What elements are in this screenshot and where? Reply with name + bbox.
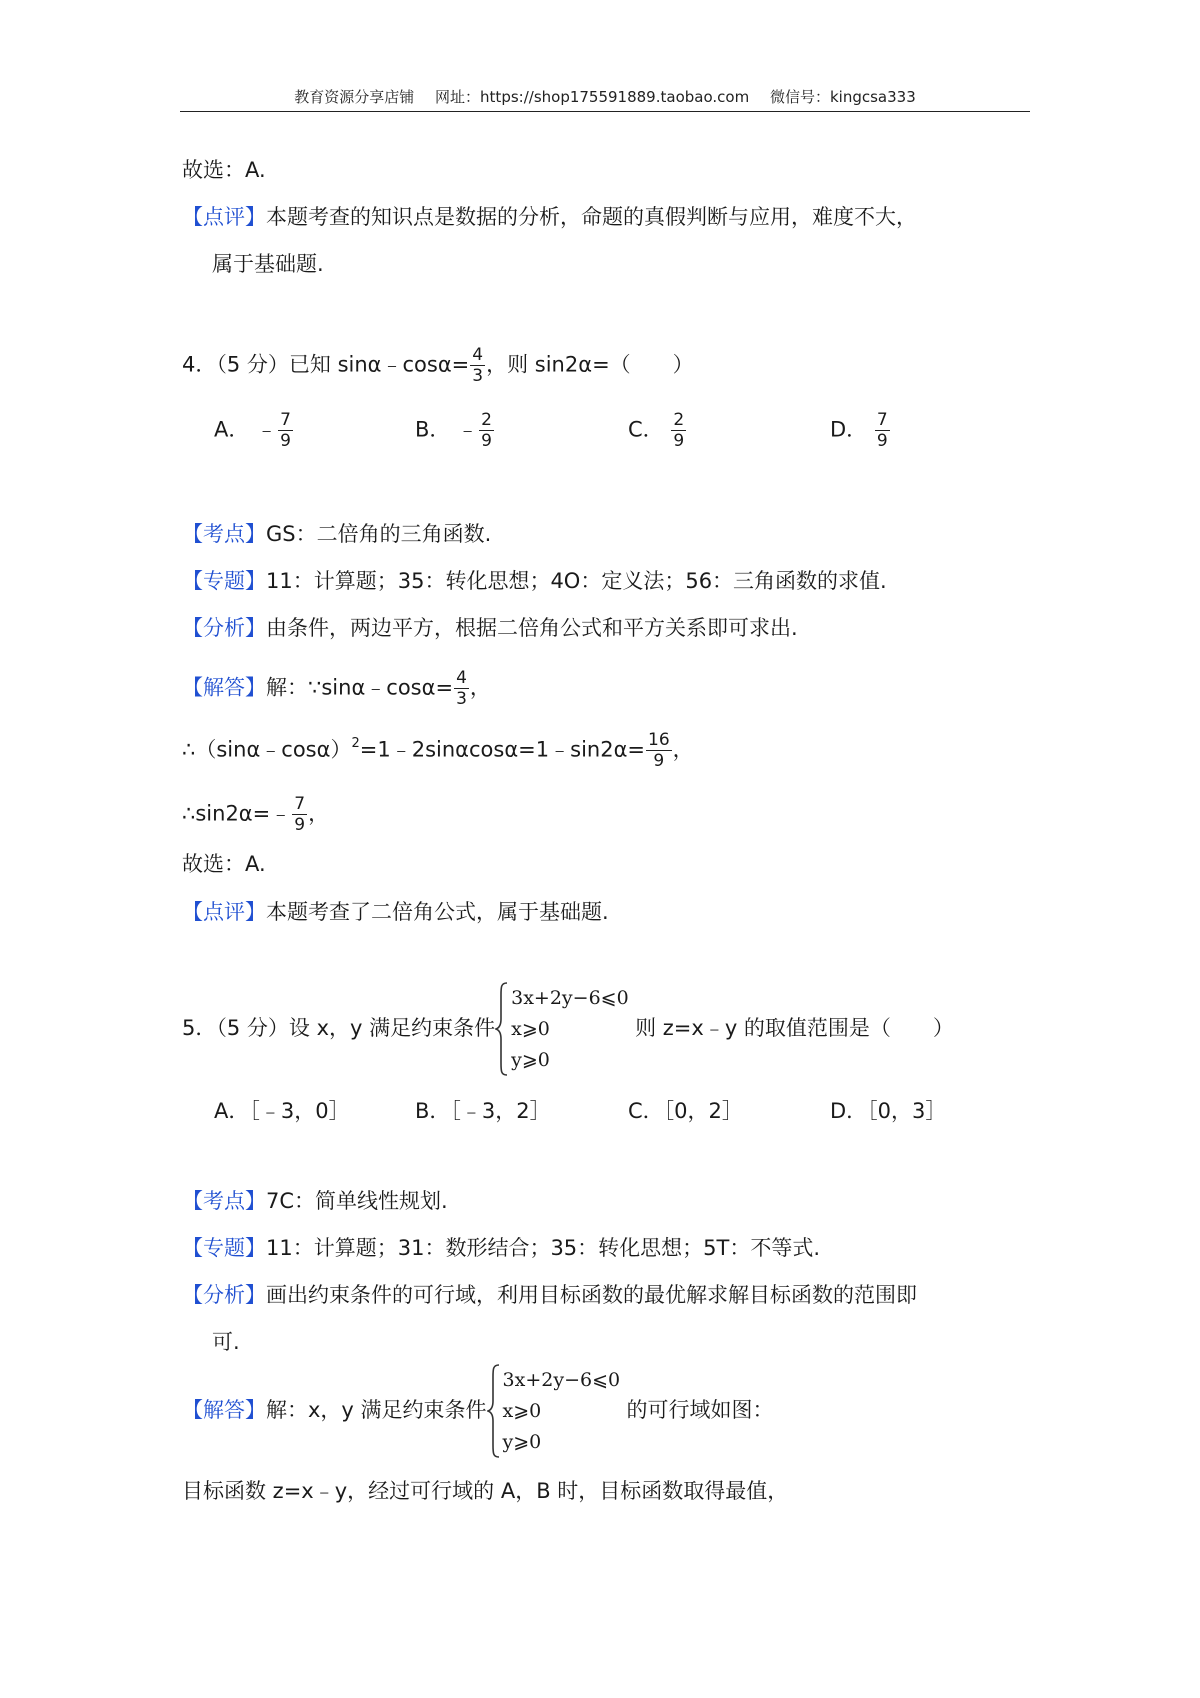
brace-icon <box>487 1363 501 1459</box>
kaodian-text: GS：二倍角的三角函数. <box>266 522 492 546</box>
frac-den: 9 <box>673 431 685 451</box>
q5-fenxi <box>182 1280 917 1310</box>
q4-kaodian <box>182 519 491 549</box>
constraint-2: x⩾0 <box>502 1400 542 1422</box>
zhuanti-text: 11：计算题；31：数形结合；35：转化思想；5T：不等式. <box>266 1236 821 1260</box>
dianping-tag: 【点评】 <box>182 900 266 924</box>
kaodian-text: 7C：简单线性规划. <box>266 1189 448 1213</box>
kaodian-tag: 【考点】 <box>182 1189 266 1213</box>
header-rule <box>180 111 1030 112</box>
step2-tail: ， <box>308 801 330 826</box>
prev-answer: 故选：A. <box>182 158 266 182</box>
fenxi-tag: 【分析】 <box>182 1283 266 1307</box>
q4-option-a <box>214 410 294 451</box>
option-fraction <box>479 410 494 451</box>
q5-option-d <box>830 1096 946 1126</box>
brace-icon <box>495 981 509 1077</box>
review-tag: 【点评】 <box>182 205 266 229</box>
prev-review <box>182 202 917 232</box>
frac-den: 9 <box>653 751 665 771</box>
option-label: D． <box>830 1099 868 1123</box>
q4-step1 <box>182 730 694 771</box>
q5-stem-text: 5．（5 分）设 x，y 满足约束条件 <box>182 1016 496 1040</box>
step2-fraction <box>292 794 307 835</box>
q4-zhuanti <box>182 566 887 596</box>
step2-text: ∴sin2α=﹣ <box>182 801 292 826</box>
q5-kaodian <box>182 1186 448 1216</box>
q5-zhuanti <box>182 1233 820 1263</box>
frac-den: 9 <box>876 431 888 451</box>
jieda-tag: 【解答】 <box>182 1398 266 1422</box>
zhuanti-tag: 【专题】 <box>182 1236 266 1260</box>
q5-option-c <box>628 1096 743 1126</box>
step1-mid: =1﹣2sinαcosα=1﹣sin2α= <box>359 737 646 762</box>
q5-stem <box>182 980 954 1076</box>
option-value: ［0，2］ <box>663 1099 743 1123</box>
option-label: A． <box>214 1099 250 1123</box>
q4-option-c <box>628 410 687 451</box>
prev-review-cont: 属于基础题. <box>212 252 324 276</box>
option-label: A． <box>214 417 250 442</box>
frac-num: 2 <box>481 410 492 430</box>
q4-dianping <box>182 897 609 927</box>
q5-option-b <box>415 1096 551 1126</box>
option-value: ［﹣3，2］ <box>450 1099 551 1123</box>
constraint-3: y⩾0 <box>511 1049 550 1071</box>
jieda-text: 解：x，y 满足约束条件 <box>266 1398 487 1422</box>
frac-den: 9 <box>294 815 306 835</box>
frac-den: 3 <box>456 689 467 709</box>
dianping-text: 本题考查了二倍角公式，属于基础题. <box>266 900 609 924</box>
q5-constraint-system <box>495 981 635 1077</box>
step1-tail: ， <box>672 737 694 762</box>
frac-num: 4 <box>472 345 484 365</box>
zhuanti-tag: 【专题】 <box>182 569 266 593</box>
frac-num: 16 <box>648 730 670 750</box>
constraint-1: 3x+2y−6⩽0 <box>511 987 629 1009</box>
header-wechat: 微信号：kingcsa333 <box>769 88 916 106</box>
frac-num: 7 <box>280 410 291 430</box>
frac-num: 7 <box>876 410 888 430</box>
q5-last-line: 目标函数 z=x﹣y，经过可行域的 A，B 时，目标函数取得最值， <box>182 1479 789 1503</box>
constraint-3: y⩾0 <box>502 1431 542 1453</box>
jieda-tag: 【解答】 <box>182 675 266 700</box>
jieda-fraction <box>454 668 469 709</box>
frac-den: 3 <box>472 366 484 386</box>
q5-option-a <box>214 1096 350 1126</box>
frac-num: 7 <box>294 794 306 814</box>
fenxi-text: 画出约束条件的可行域，利用目标函数的最优解求解目标函数的范围即 <box>266 1283 917 1307</box>
fenxi-tag: 【分析】 <box>182 616 266 640</box>
header-shop: 教育资源分享店铺 <box>294 88 415 106</box>
option-label: B． <box>415 417 451 442</box>
frac-den: 9 <box>280 431 291 451</box>
q4-option-b <box>415 410 495 451</box>
q4-stem-text: 4．（5 分）已知 sinα﹣cosα= <box>182 352 470 377</box>
step1-exponent: 2 <box>351 735 360 751</box>
q4-stem-tail: ，则 sin2α=（ ） <box>486 352 694 377</box>
constraint-2: x⩾0 <box>511 1018 550 1040</box>
q4-option-d <box>830 410 891 451</box>
frac-num: 2 <box>673 410 685 430</box>
q5-jieda <box>182 1362 774 1458</box>
q4-jieda <box>182 668 491 709</box>
frac-num: 4 <box>456 668 467 688</box>
option-sign: ﹣ <box>256 417 278 442</box>
jieda-text: 解：∵sinα﹣cosα= <box>266 675 454 700</box>
q5-fenxi-cont: 可. <box>212 1330 240 1354</box>
q4-answer: 故选：A. <box>182 852 266 876</box>
option-fraction <box>278 410 293 451</box>
option-label: B． <box>415 1099 451 1123</box>
option-value: ［﹣3，0］ <box>249 1099 350 1123</box>
jieda-tail: 的可行域如图： <box>626 1398 774 1422</box>
q5-stem-tail: 则 z=x﹣y 的取值范围是（ ） <box>635 1016 954 1040</box>
zhuanti-text: 11：计算题；35：转化思想；4O：定义法；56：三角函数的求值. <box>266 569 887 593</box>
option-fraction <box>875 410 890 451</box>
jieda-tail: ， <box>469 675 491 700</box>
q4-fraction <box>470 345 485 386</box>
option-label: D． <box>830 417 868 442</box>
q4-step2 <box>182 794 329 835</box>
q4-stem <box>182 345 694 386</box>
fenxi-text: 由条件，两边平方，根据二倍角公式和平方关系即可求出. <box>266 616 798 640</box>
option-value: ［0，3］ <box>867 1099 947 1123</box>
header-url: 网址：https://shop175591889.taobao.com <box>435 88 750 106</box>
kaodian-tag: 【考点】 <box>182 522 266 546</box>
option-sign: ﹣ <box>457 417 479 442</box>
q5-jieda-constraint-system <box>487 1363 627 1459</box>
option-fraction <box>671 410 686 451</box>
option-label: C． <box>628 417 664 442</box>
step1-fraction <box>646 730 672 771</box>
review-text: 本题考查的知识点是数据的分析，命题的真假判断与应用，难度不大， <box>266 205 917 229</box>
q4-fenxi <box>182 613 798 643</box>
step1-text: ∴（sinα﹣cosα） <box>182 737 352 762</box>
option-label: C． <box>628 1099 664 1123</box>
frac-den: 9 <box>481 431 492 451</box>
constraint-1: 3x+2y−6⩽0 <box>502 1369 621 1391</box>
page-header <box>180 86 1030 107</box>
